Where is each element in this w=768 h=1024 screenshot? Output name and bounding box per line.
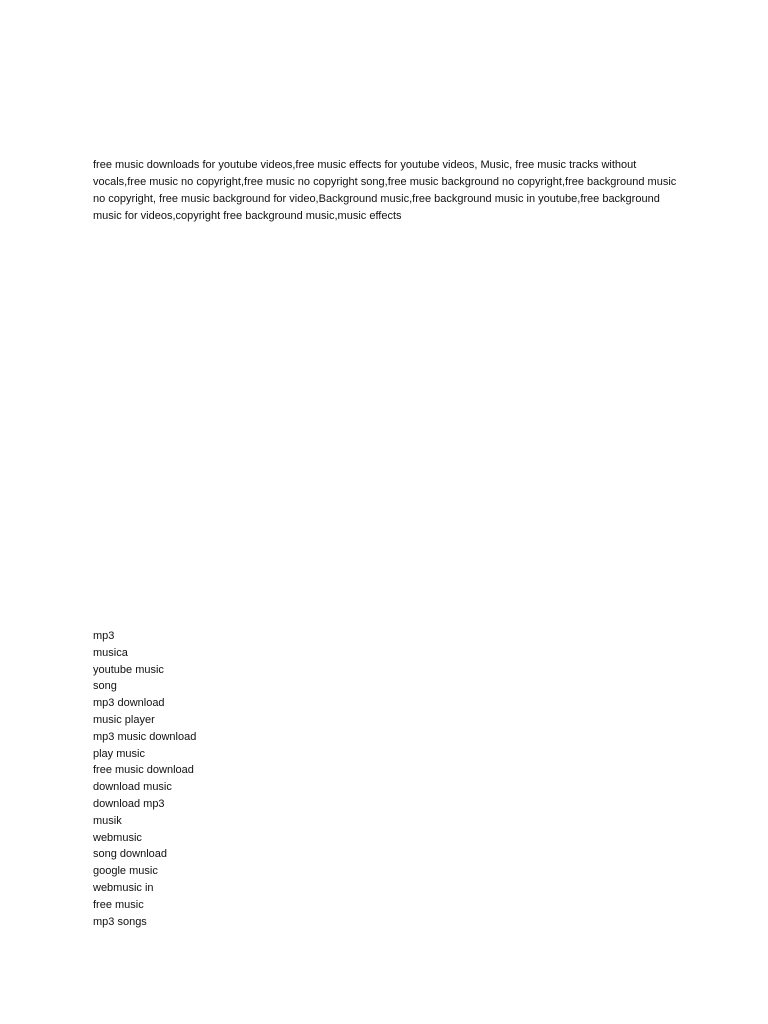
keyword-item: musica xyxy=(93,646,128,659)
keyword-item: mp3 songs xyxy=(93,915,147,928)
keyword-item: free music download xyxy=(93,764,194,777)
keyword-item: download mp3 xyxy=(93,797,165,810)
keyword-item: webmusic xyxy=(93,831,142,844)
keyword-item: musik xyxy=(93,814,122,827)
keyword-item: mp3 download xyxy=(93,697,165,710)
keyword-item: mp3 xyxy=(93,630,115,642)
keyword-item: mp3 music download xyxy=(93,730,197,743)
intro-paragraph: free music downloads for youtube videos,free music effects for youtube videos, Music, free music tracks without vocals,free music no copyright,free music no copyright song,free music background no copyright,free background music no copyright, free music background for video,Background music,free background music in youtube,free background music for videos,copyright free background music,music effects xyxy=(93,159,677,222)
keyword-item: youtube music xyxy=(93,663,164,676)
keyword-item: play music xyxy=(93,747,145,760)
keyword-item: google music xyxy=(93,865,158,878)
keyword-item: music player xyxy=(93,713,155,726)
keyword-item: song xyxy=(93,680,117,693)
keyword-item: song download xyxy=(93,848,168,861)
keyword-item: download music xyxy=(93,781,172,794)
keyword-list xyxy=(93,628,393,930)
keyword-item: webmusic in xyxy=(93,881,154,894)
keyword-item: free music xyxy=(93,898,144,911)
